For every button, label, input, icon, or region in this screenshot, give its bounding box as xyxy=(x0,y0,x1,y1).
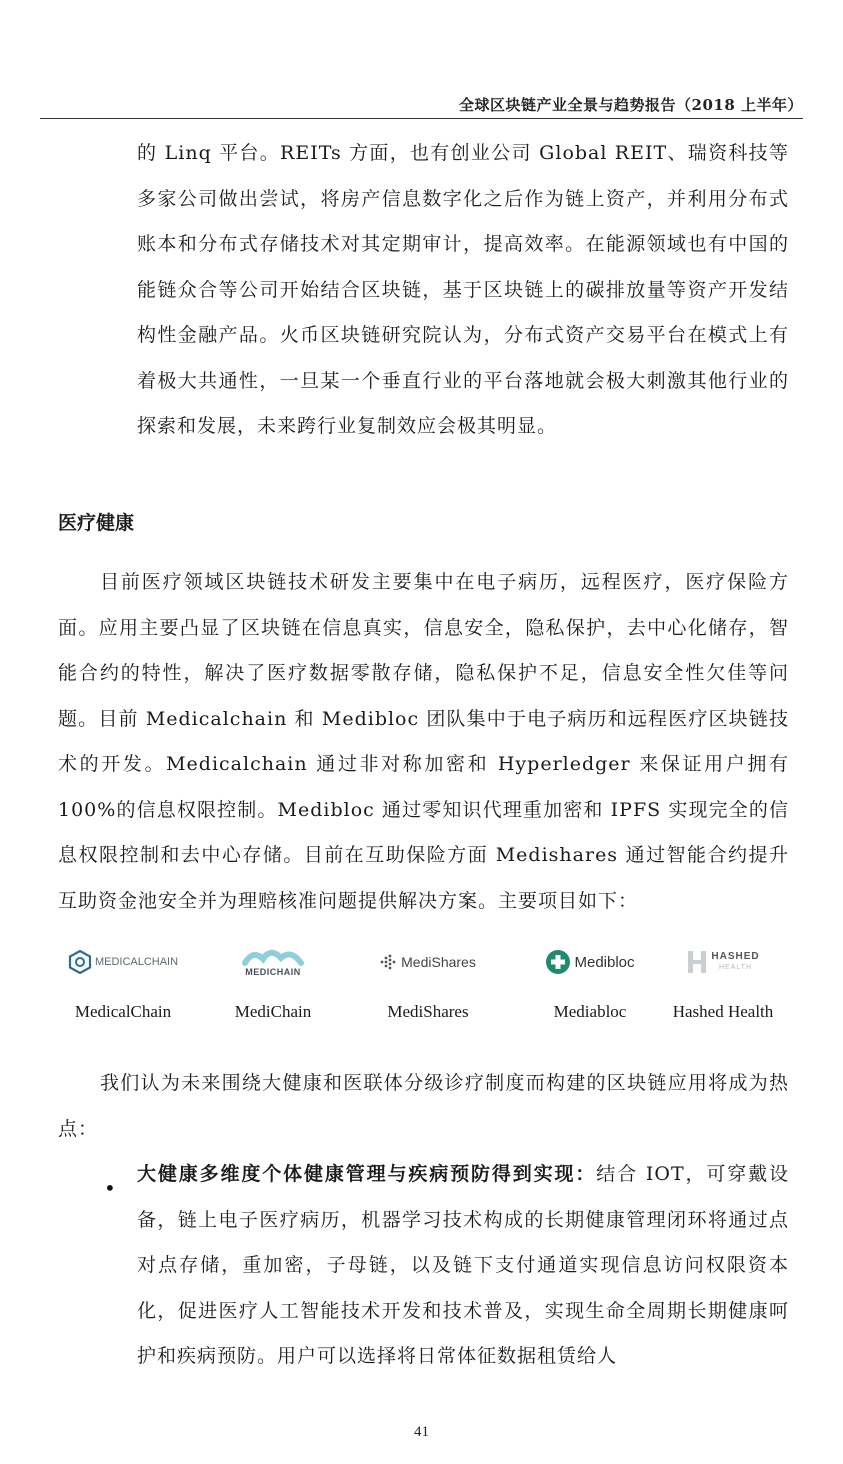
conclusion-paragraph: 我们认为未来围绕大健康和医联体分级诊疗制度而构建的区块链应用将成为热点： xyxy=(58,1072,789,1140)
logo-medichain xyxy=(198,936,348,1022)
logo-mark-text: MEDICHAIN xyxy=(245,967,301,977)
logo-mark-wordmark xyxy=(711,951,759,973)
logo-caption: MedicalChain xyxy=(74,1002,172,1021)
logo-caption: Mediabloc xyxy=(553,1002,627,1021)
logo-mark-text: MediShares xyxy=(401,954,476,970)
logo-mark-text: Medibloc xyxy=(574,953,635,971)
logo-mark xyxy=(48,936,198,988)
hexagon-chain-icon xyxy=(68,950,92,974)
bullet-point-marker: • xyxy=(104,1176,116,1200)
bullet-paragraph xyxy=(137,1152,789,1380)
logo-caption: Hashed Health xyxy=(672,1002,774,1021)
logo-mark xyxy=(648,936,798,988)
project-logos-row xyxy=(48,936,798,1026)
bullet-body-text: 结合 IOT，可穿戴设备，链上电子医疗病历，机器学习技术构成的长期健康管理闭环将通过点对点存储，重加密，子母链，以及链下支付通道实现信息访问权限资本化，促进医疗人工智能技术开发和技术普及，实现生命全周期长期健康呵护和疾病预防。用户可以选择将日常体征数据租赁给人 xyxy=(137,1163,789,1367)
logo-medibloc xyxy=(515,936,665,1022)
logo-mark xyxy=(515,936,665,988)
logo-medicalchain xyxy=(48,936,198,1022)
h-logo-icon xyxy=(686,949,708,975)
logo-mark xyxy=(198,936,348,988)
logo-caption: MediShares xyxy=(387,1002,469,1021)
bullet-lead-text: 大健康多维度个体健康管理与疾病预防得到实现： xyxy=(137,1163,597,1185)
medical-cross-icon xyxy=(545,949,571,975)
logo-mark xyxy=(353,936,503,988)
logo-mark-text: HASHED xyxy=(711,951,760,962)
report-header-title: 全球区块链产业全景与趋势报告（2018 上半年） xyxy=(459,96,803,114)
intro-paragraph: 的 Linq 平台。REITs 方面，也有创业公司 Global REIT、瑞资科技等多家公司做出尝试，将房产信息数字化之后作为链上资产，并利用分布式账本和分布式存储技术对其定期审计，提高效率。在能源领域也有中国的能链众合等公司开始结合区块链，基于区块链上的碳排放量等资产开发结构性金融产品。火币区块链研究院认为，分布式资产交易平台在模式上有着极大共通性，一旦某一个垂直行业的平台落地就会极大刺激其他行业的探索和发展，未来跨行业复制效应会极其明显。 xyxy=(137,142,789,437)
dot-grid-icon xyxy=(380,954,396,970)
section-title: 医疗健康 xyxy=(58,512,135,534)
header-divider xyxy=(40,118,803,119)
healthcare-paragraph: 目前医疗领域区块链技术研发主要集中在电子病历，远程医疗，医疗保险方面。应用主要凸显了区块链在信息真实，信息安全，隐私保护，去中心化储存，智能合约的特性，解决了医疗数据零散存储，隐私保护不足，信息安全性欠佳等问题。目前 Medicalchain 和 Medibloc 团队集中于电子病历和远程医疗区块链技术的开发。Medicalchain 通过非对称加密和 Hyperledger 来保证用户拥有 100%的信息权限控制。Medibloc 通过零知识代理重加密和 IPFS 实现完全的信息权限控制和去中心存储。目前在互助保险方面 Medishares 通过智能合约提升互助资金池安全并为理赔核准问题提供解决方案。主要项目如下： xyxy=(58,571,789,912)
logo-medishares xyxy=(353,936,503,1022)
logo-caption: MediChain xyxy=(234,1002,312,1021)
logo-hashed-health xyxy=(648,936,798,1022)
logo-mark-subtext: HEALTH xyxy=(718,964,753,971)
cloud-wave-icon xyxy=(241,947,305,967)
logo-mark-text: MEDICALCHAIN xyxy=(94,956,179,968)
page-number: 41 xyxy=(414,1424,429,1440)
